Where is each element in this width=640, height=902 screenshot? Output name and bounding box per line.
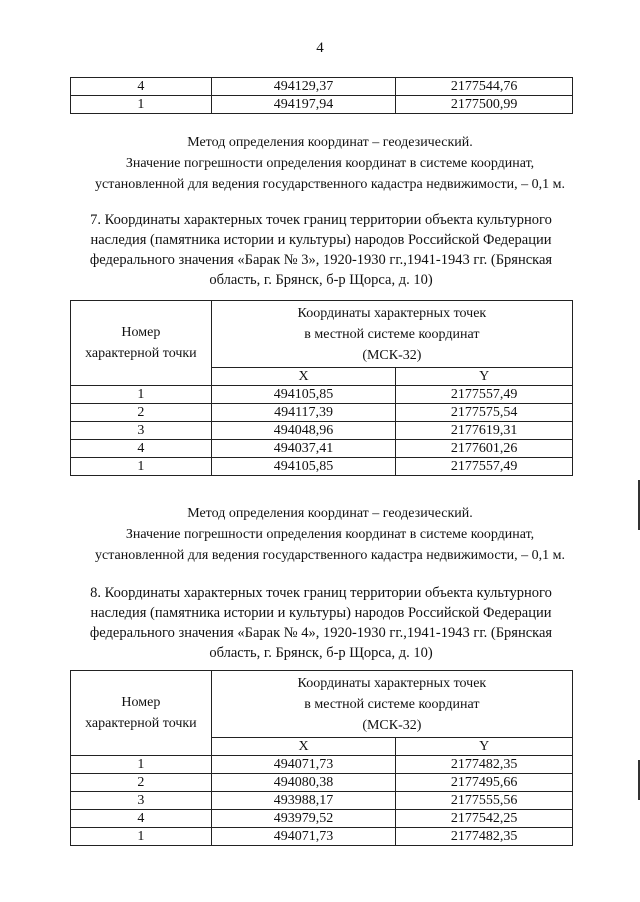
coord-y: 2177557,49: [396, 386, 573, 404]
column-header-y: Y: [396, 738, 573, 756]
coord-y: 2177619,31: [396, 422, 573, 440]
table-row: [71, 810, 573, 828]
column-header-point-number: Номер характерной точки: [71, 671, 212, 756]
table-row: [71, 756, 573, 774]
table-row: [71, 792, 573, 810]
note-line: Метод определения координат – геодезический.: [187, 135, 473, 150]
heading-line: наследия (памятника истории и культуры) народов Российской Федерации: [90, 232, 552, 248]
point-number: 1: [71, 828, 212, 846]
note-line: Значение погрешности определения координат в системе координат,: [125, 527, 535, 542]
coord-x: 494071,73: [211, 828, 396, 846]
coord-x: 494129,37: [211, 78, 396, 96]
point-number: 1: [71, 756, 212, 774]
note-line: установленной для ведения государственного кадастра недвижимости, – 0,1 м.: [94, 548, 566, 563]
section-8-heading: [76, 583, 566, 663]
method-note-1: [60, 132, 600, 195]
heading-line: наследия (памятника истории и культуры) народов Российской Федерации: [90, 605, 552, 621]
column-header-point-number: Номер характерной точки: [71, 301, 212, 386]
section-7-heading: [76, 210, 566, 290]
coord-x: 494037,41: [211, 440, 396, 458]
point-number: 3: [71, 422, 212, 440]
point-number: 1: [71, 458, 212, 476]
point-number: 1: [71, 96, 212, 114]
table-row: [71, 422, 573, 440]
column-header-coordinates: Координаты характерных точек в местной системе координат (МСК-32): [211, 301, 572, 368]
heading-line: область, г. Брянск, б-р Щорса, д. 10): [209, 272, 433, 288]
table-row: [71, 774, 573, 792]
coord-x: 494105,85: [211, 386, 396, 404]
note-line: Метод определения координат – геодезический.: [187, 506, 473, 521]
coord-x: 494105,85: [211, 458, 396, 476]
coord-y: 2177544,76: [396, 78, 573, 96]
point-number: 4: [71, 810, 212, 828]
coord-y: 2177601,26: [396, 440, 573, 458]
column-header-x: X: [211, 738, 396, 756]
table-row: [71, 458, 573, 476]
heading-line: область, г. Брянск, б-р Щорса, д. 10): [209, 645, 433, 661]
coord-x: 494071,73: [211, 756, 396, 774]
coord-y: 2177542,25: [396, 810, 573, 828]
point-number: 1: [71, 386, 212, 404]
coord-x: 494117,39: [211, 404, 396, 422]
table-row: [71, 440, 573, 458]
coord-y: 2177482,35: [396, 756, 573, 774]
point-number: 4: [71, 440, 212, 458]
top-coordinates-table: [70, 77, 573, 114]
coord-y: 2177495,66: [396, 774, 573, 792]
point-number: 2: [71, 404, 212, 422]
heading-line: 7. Координаты характерных точек границ территории объекта культурного: [90, 212, 552, 228]
heading-line: 8. Координаты характерных точек границ территории объекта культурного: [90, 585, 552, 601]
coord-y: 2177482,35: [396, 828, 573, 846]
column-header-y: Y: [396, 368, 573, 386]
coord-y: 2177500,99: [396, 96, 573, 114]
coord-y: 2177575,54: [396, 404, 573, 422]
table-row: [71, 96, 573, 114]
table-row: [71, 404, 573, 422]
coord-x: 493988,17: [211, 792, 396, 810]
point-number: 4: [71, 78, 212, 96]
page-number: 4: [316, 40, 324, 56]
table-header-row: [71, 671, 573, 738]
coord-y: 2177557,49: [396, 458, 573, 476]
coord-x: 494197,94: [211, 96, 396, 114]
section-8-coordinates-table: [70, 670, 573, 846]
point-number: 2: [71, 774, 212, 792]
method-note-2: [60, 503, 600, 566]
column-header-x: X: [211, 368, 396, 386]
note-line: Значение погрешности определения координат в системе координат,: [125, 156, 535, 171]
coord-x: 494080,38: [211, 774, 396, 792]
heading-line: федерального значения «Барак № 4», 1920-1930 гг.,1941-1943 гг. (Брянская: [89, 625, 553, 641]
table-row: [71, 828, 573, 846]
note-line: установленной для ведения государственного кадастра недвижимости, – 0,1 м.: [94, 177, 566, 192]
coord-x: 494048,96: [211, 422, 396, 440]
column-header-coordinates: Координаты характерных точек в местной системе координат (МСК-32): [211, 671, 572, 738]
table-header-row: [71, 301, 573, 368]
point-number: 3: [71, 792, 212, 810]
coord-y: 2177555,56: [396, 792, 573, 810]
coord-x: 493979,52: [211, 810, 396, 828]
section-7-coordinates-table: [70, 300, 573, 476]
heading-line: федерального значения «Барак № 3», 1920-1930 гг.,1941-1943 гг. (Брянская: [89, 252, 553, 268]
table-row: [71, 78, 573, 96]
table-row: [71, 386, 573, 404]
